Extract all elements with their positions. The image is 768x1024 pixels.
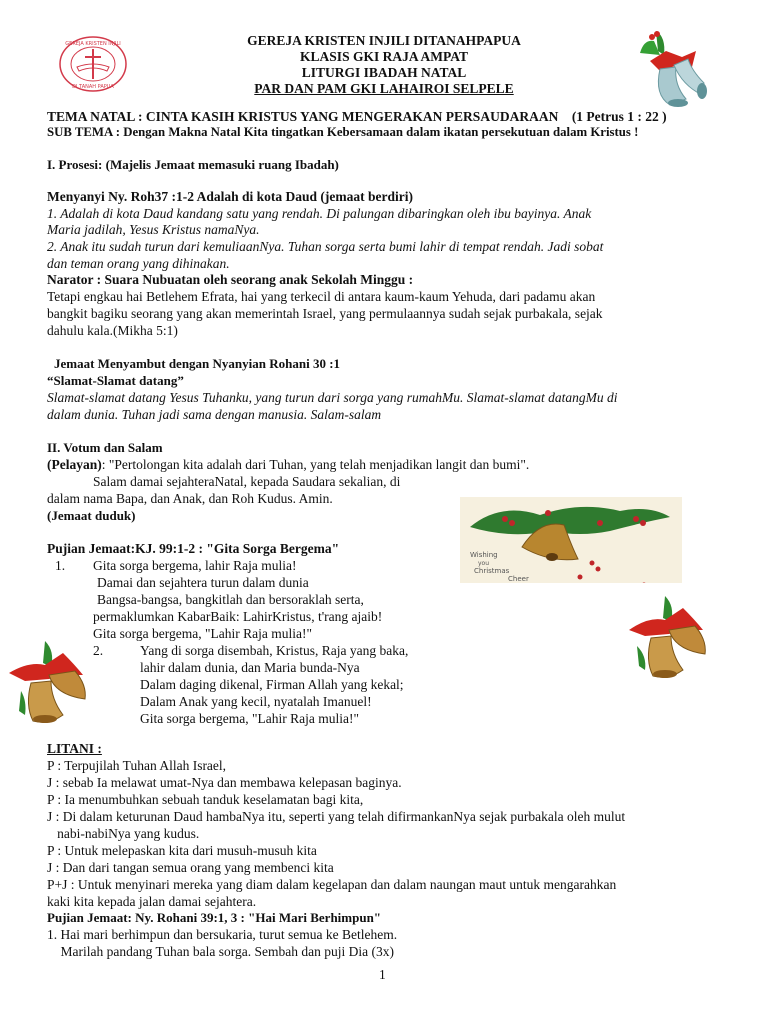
narator-heading: Narator : Suara Nubuatan oleh seorang anak Sekolah Minggu :	[47, 272, 414, 287]
narator-line: dahulu kala.(Mikha 5:1)	[47, 323, 178, 338]
song1-line: 1. Adalah di kota Daud kandang satu yang rendah. Di palungan dibaringkan oleh ibu bayinya. Anak	[47, 206, 592, 221]
holly-bell-icon	[460, 497, 682, 583]
header-liturgy-title: LITURGI IBADAH NATAL	[301, 65, 467, 80]
sub-theme-line: SUB TEMA : Dengan Makna Natal Kita tingatkan Kebersamaan dalam ikatan persekutuan dalam Kristus !	[47, 125, 639, 139]
christmas-bells-icon	[5, 635, 90, 727]
litani-line: P : Ia menumbuhkan sebuah tanduk keselamatan bagi kita,	[47, 792, 364, 807]
song1-line: dan teman orang yang dihinakan.	[47, 256, 230, 271]
song3-heading: Pujian Jemaat: Ny. Rohani 39:1, 3 : "Hai Mari Berhimpun"	[47, 910, 382, 925]
litani-heading: LITANI :	[47, 741, 102, 756]
narator-line: Tetapi engkau hai Betlehem Efrata, hai yang terkecil di antara kaum-kaum Yehuda, dari padamu akan	[47, 289, 596, 304]
svg-text:Christmas: Christmas	[474, 567, 510, 575]
song2-heading: Jemaat Menyambut dengan Nyanyian Rohani 30 :1	[54, 356, 341, 371]
kj99-verse2-line: lahir dalam dunia, dan Maria bunda-Nya	[140, 660, 360, 675]
christmas-card-image	[460, 497, 682, 583]
kj99-verse1-line: Damai dan sejahtera turun dalam dunia	[97, 575, 309, 590]
header-congregation: PAR DAN PAM GKI LAHAIROI SELPELE	[254, 81, 514, 96]
song1-line: Maria jadilah, Yesus Kristus namaNya.	[47, 222, 260, 237]
kj99-verse2-line: Dalam daging dikenal, Firman Allah yang kekal;	[140, 677, 404, 692]
votum-salam-line: Salam damai sejahteraNatal, kepada Saudara sekalian, di	[93, 474, 401, 489]
narator-line: bangkit bagiku seorang yang akan memerintah Israel, yang permulaannya sudah sejak purbakala, sejak	[47, 306, 603, 321]
votum-salam-line: dalam nama Bapa, dan Anak, dan Roh Kudus. Amin.	[47, 491, 333, 506]
svg-text:Cheer: Cheer	[508, 575, 529, 583]
votum-jemaat-duduk: (Jemaat duduk)	[47, 508, 136, 523]
kj99-verse2-number: 2.	[93, 643, 104, 658]
kj99-verse1-number: 1.	[55, 558, 66, 573]
song2-line: dalam dunia. Tuhan jadi sama dengan manusia. Salam-salam	[47, 407, 382, 422]
song1-line: 2. Anak itu sudah turun dari kemuliaanNya. Tuhan sorga serta bumi lahir di tempat rendah. Jadi sobat	[47, 239, 604, 254]
litani-line: P+J : Untuk menyinari mereka yang diam dalam kegelapan dan dalam naungan maut untuk mengarahkan	[47, 877, 617, 892]
kj99-verse2-line: Dalam Anak yang kecil, nyatalah Imanuel!	[140, 694, 372, 709]
litani-line: J : Di dalam keturunan Daud hambaNya itu, seperti yang telah difirmankanNya sejak purbakala oleh mulut	[47, 809, 626, 824]
song3-line: Marilah pandang Tuhan bala sorga. Sembah dan puji Dia (3x)	[47, 944, 394, 959]
song2-line: Slamat-slamat datang Yesus Tuhanku, yang turun dari sorga yang rumahMu. Slamat-slamat datangMu di	[47, 390, 618, 405]
kj99-verse2-line: Yang di sorga disembah, Kristus, Raja yang baka,	[140, 643, 409, 658]
theme-line: TEMA NATAL : CINTA KASIH KRISTUS YANG MENGERAKAN PERSAUDARAAN (1 Petrus 1 : 22 )	[47, 109, 667, 124]
song1-heading: Menyanyi Ny. Roh37 :1-2 Adalah di kota Daud (jemaat berdiri)	[47, 189, 414, 204]
kj99-verse2-line: Gita sorga bergema, "Lahir Raja mulia!"	[140, 711, 359, 726]
votum-pelayan: (Pelayan): "Pertolongan kita adalah dari Tuhan, yang telah menjadikan langit dan bumi".	[47, 457, 530, 472]
christmas-bells-icon	[625, 590, 725, 682]
votum-heading: II. Votum dan Salam	[47, 440, 163, 455]
litani-line: nabi-nabiNya yang kudus.	[47, 826, 200, 841]
header-church-name: GEREJA KRISTEN INJILI DITANAHPAPUA	[247, 33, 521, 48]
header-klasis: KLASIS GKI RAJA AMPAT	[300, 49, 468, 64]
kj99-verse1-line: Gita sorga bergema, lahir Raja mulia!	[93, 558, 297, 573]
litani-line: P : Untuk melepaskan kita dari musuh-musuh kita	[47, 843, 317, 858]
svg-text:Wishing: Wishing	[470, 551, 498, 559]
svg-text:you: you	[478, 560, 490, 567]
kj99-verse1-line: Bangsa-bangsa, bangkitlah dan bersoraklah serta,	[97, 592, 364, 607]
litani-line: P : Terpujilah Tuhan Allah Israel,	[47, 758, 227, 773]
page-number: 1	[379, 967, 386, 982]
svg-text:GEREJA KRISTEN INJILI: GEREJA KRISTEN INJILI	[65, 41, 121, 47]
kj99-heading: Pujian Jemaat:KJ. 99:1-2 : "Gita Sorga Bergema"	[47, 541, 340, 556]
litani-line: J : Dan dari tangan semua orang yang membenci kita	[47, 860, 334, 875]
litani-line: J : sebab Ia melawat umat-Nya dan membawa kelepasan baginya.	[47, 775, 402, 790]
svg-text:DI TANAH PAPUA: DI TANAH PAPUA	[72, 84, 114, 90]
song3-line: 1. Hai mari berhimpun dan bersukaria, turut semua ke Betlehem.	[47, 927, 398, 942]
litani-line: kaki kita kepada jalan damai sejahtera.	[47, 894, 257, 909]
kj99-verse1-line: permaklumkan KabarBaik: LahirKristus, t'rang ajaib!	[93, 609, 383, 624]
song2-title: “Slamat-Slamat datang”	[47, 373, 184, 388]
section-prosesi-heading: I. Prosesi: (Majelis Jemaat memasuki ruang Ibadah)	[47, 157, 339, 172]
kj99-verse1-line: Gita sorga bergema, "Lahir Raja mulia!"	[93, 626, 312, 641]
